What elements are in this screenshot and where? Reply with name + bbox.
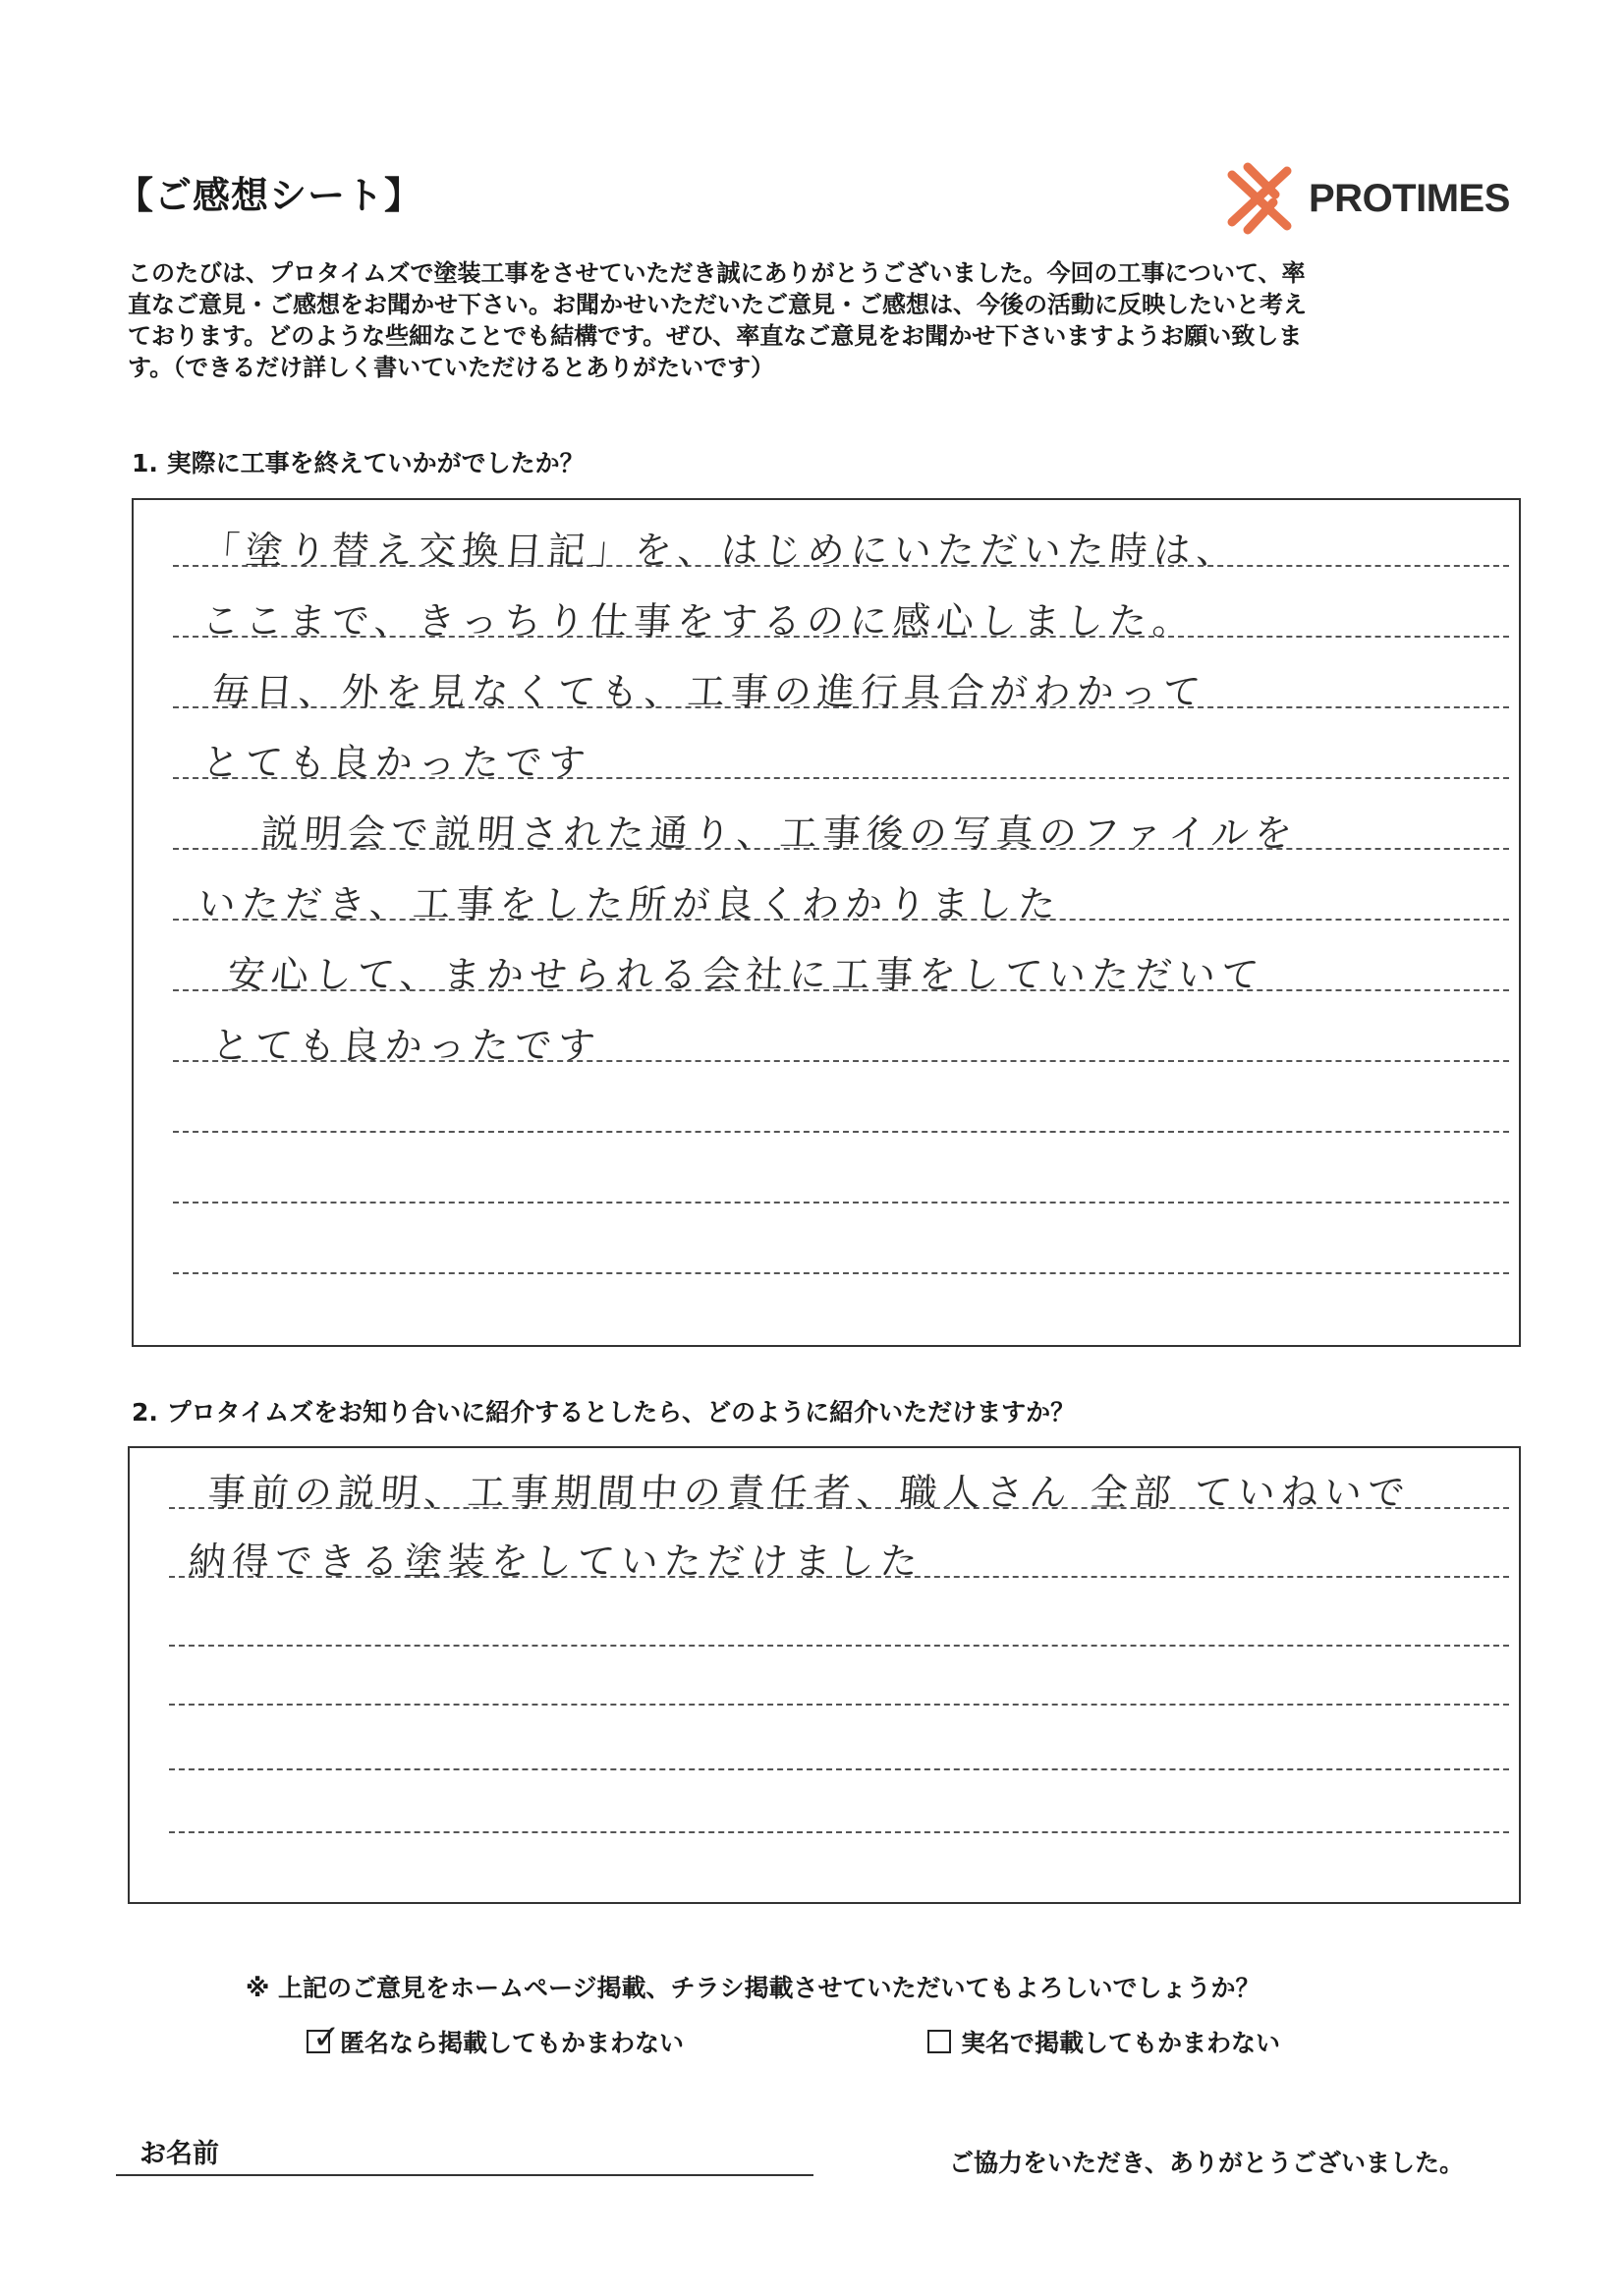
logo-text: PROTIMES (1309, 177, 1510, 220)
sheet-title: 【ご感想シート】 (116, 174, 423, 217)
option-realname-label: 実名で掲載してもかまわない (961, 2029, 1281, 2057)
intro-line: 直なご意見・ご感想をお聞かせ下さい。お聞かせいただいたご意見・ご感想は、今後の活動に反映したいと考え (128, 291, 1307, 318)
publication-consent-question: ※ 上記のご意見をホームページ掲載、チラシ掲載させていただいてもよろしいでしょうか？ (246, 1974, 1260, 2002)
handwritten-line: 「塗り替え交換日記」を、はじめにいただいた時は、 (200, 529, 1242, 572)
handwritten-line: ここまで、きっちり仕事をするのに感心しました。 (200, 599, 1198, 643)
protimes-logo-icon (1218, 157, 1301, 240)
option-anonymous[interactable] (307, 2018, 685, 2059)
answer-rule (173, 1131, 1509, 1133)
intro-paragraph (128, 257, 1523, 383)
intro-line: ております。どのような些細なことでも結構です。ぜひ、率直なご意見をお聞かせ下さいますようお願い致しま (128, 322, 1303, 350)
name-field-line[interactable] (116, 2174, 813, 2176)
question-1-label: 1. 実際に工事を終えていかがでしたか？ (132, 449, 585, 477)
answer-rule (169, 1831, 1509, 1833)
name-field-label: お名前 (140, 2139, 219, 2169)
handwritten-line: 納得できる塗装をしていただけました (187, 1540, 925, 1583)
option-realname[interactable] (927, 2024, 1280, 2059)
intro-line: す。（できるだけ詳しく書いていただけるとありがたいです） (128, 354, 775, 381)
handwritten-line: とても良かったです (200, 741, 593, 784)
question-2-answer-box (128, 1446, 1521, 1904)
handwritten-line: 毎日、外を見なくても、工事の進行具合がわかって (210, 670, 1208, 713)
intro-line: このたびは、プロタイムズで塗装工事をさせていただき誠にありがとうございました。今回の工事について、率 (128, 259, 1306, 287)
question-1-answer-box (132, 498, 1521, 1347)
answer-rule (173, 1272, 1509, 1274)
checkbox-anonymous[interactable] (307, 2018, 341, 2057)
handwritten-line: 事前の説明、工事期間中の責任者、職人さん 全部 ていねいで (206, 1471, 1413, 1514)
answer-rule (169, 1704, 1509, 1706)
handwritten-line: いただき、工事をした所が良くわかりました (196, 882, 1063, 925)
check-mark-icon: ✓ (312, 2018, 341, 2057)
handwritten-line: 説明会で説明された通り、工事後の写真のファイルを (259, 812, 1300, 855)
option-anonymous-label: 匿名なら掲載してもかまわない (340, 2029, 685, 2057)
answer-rule (169, 1768, 1509, 1770)
thanks-message: ご協力をいただき、ありがとうございました。 (949, 2149, 1465, 2177)
protimes-logo (1218, 157, 1523, 240)
question-2-label: 2. プロタイムズをお知り合いに紹介するとしたら、どのように紹介いただけますか？ (132, 1398, 1076, 1427)
answer-rule (173, 1202, 1509, 1204)
handwritten-line: 安心して、まかせられる会社に工事をしていただいて (226, 953, 1266, 996)
answer-rule (169, 1645, 1509, 1647)
handwritten-line: とても良かったです (210, 1024, 603, 1067)
checkbox-realname[interactable] (927, 2030, 951, 2053)
